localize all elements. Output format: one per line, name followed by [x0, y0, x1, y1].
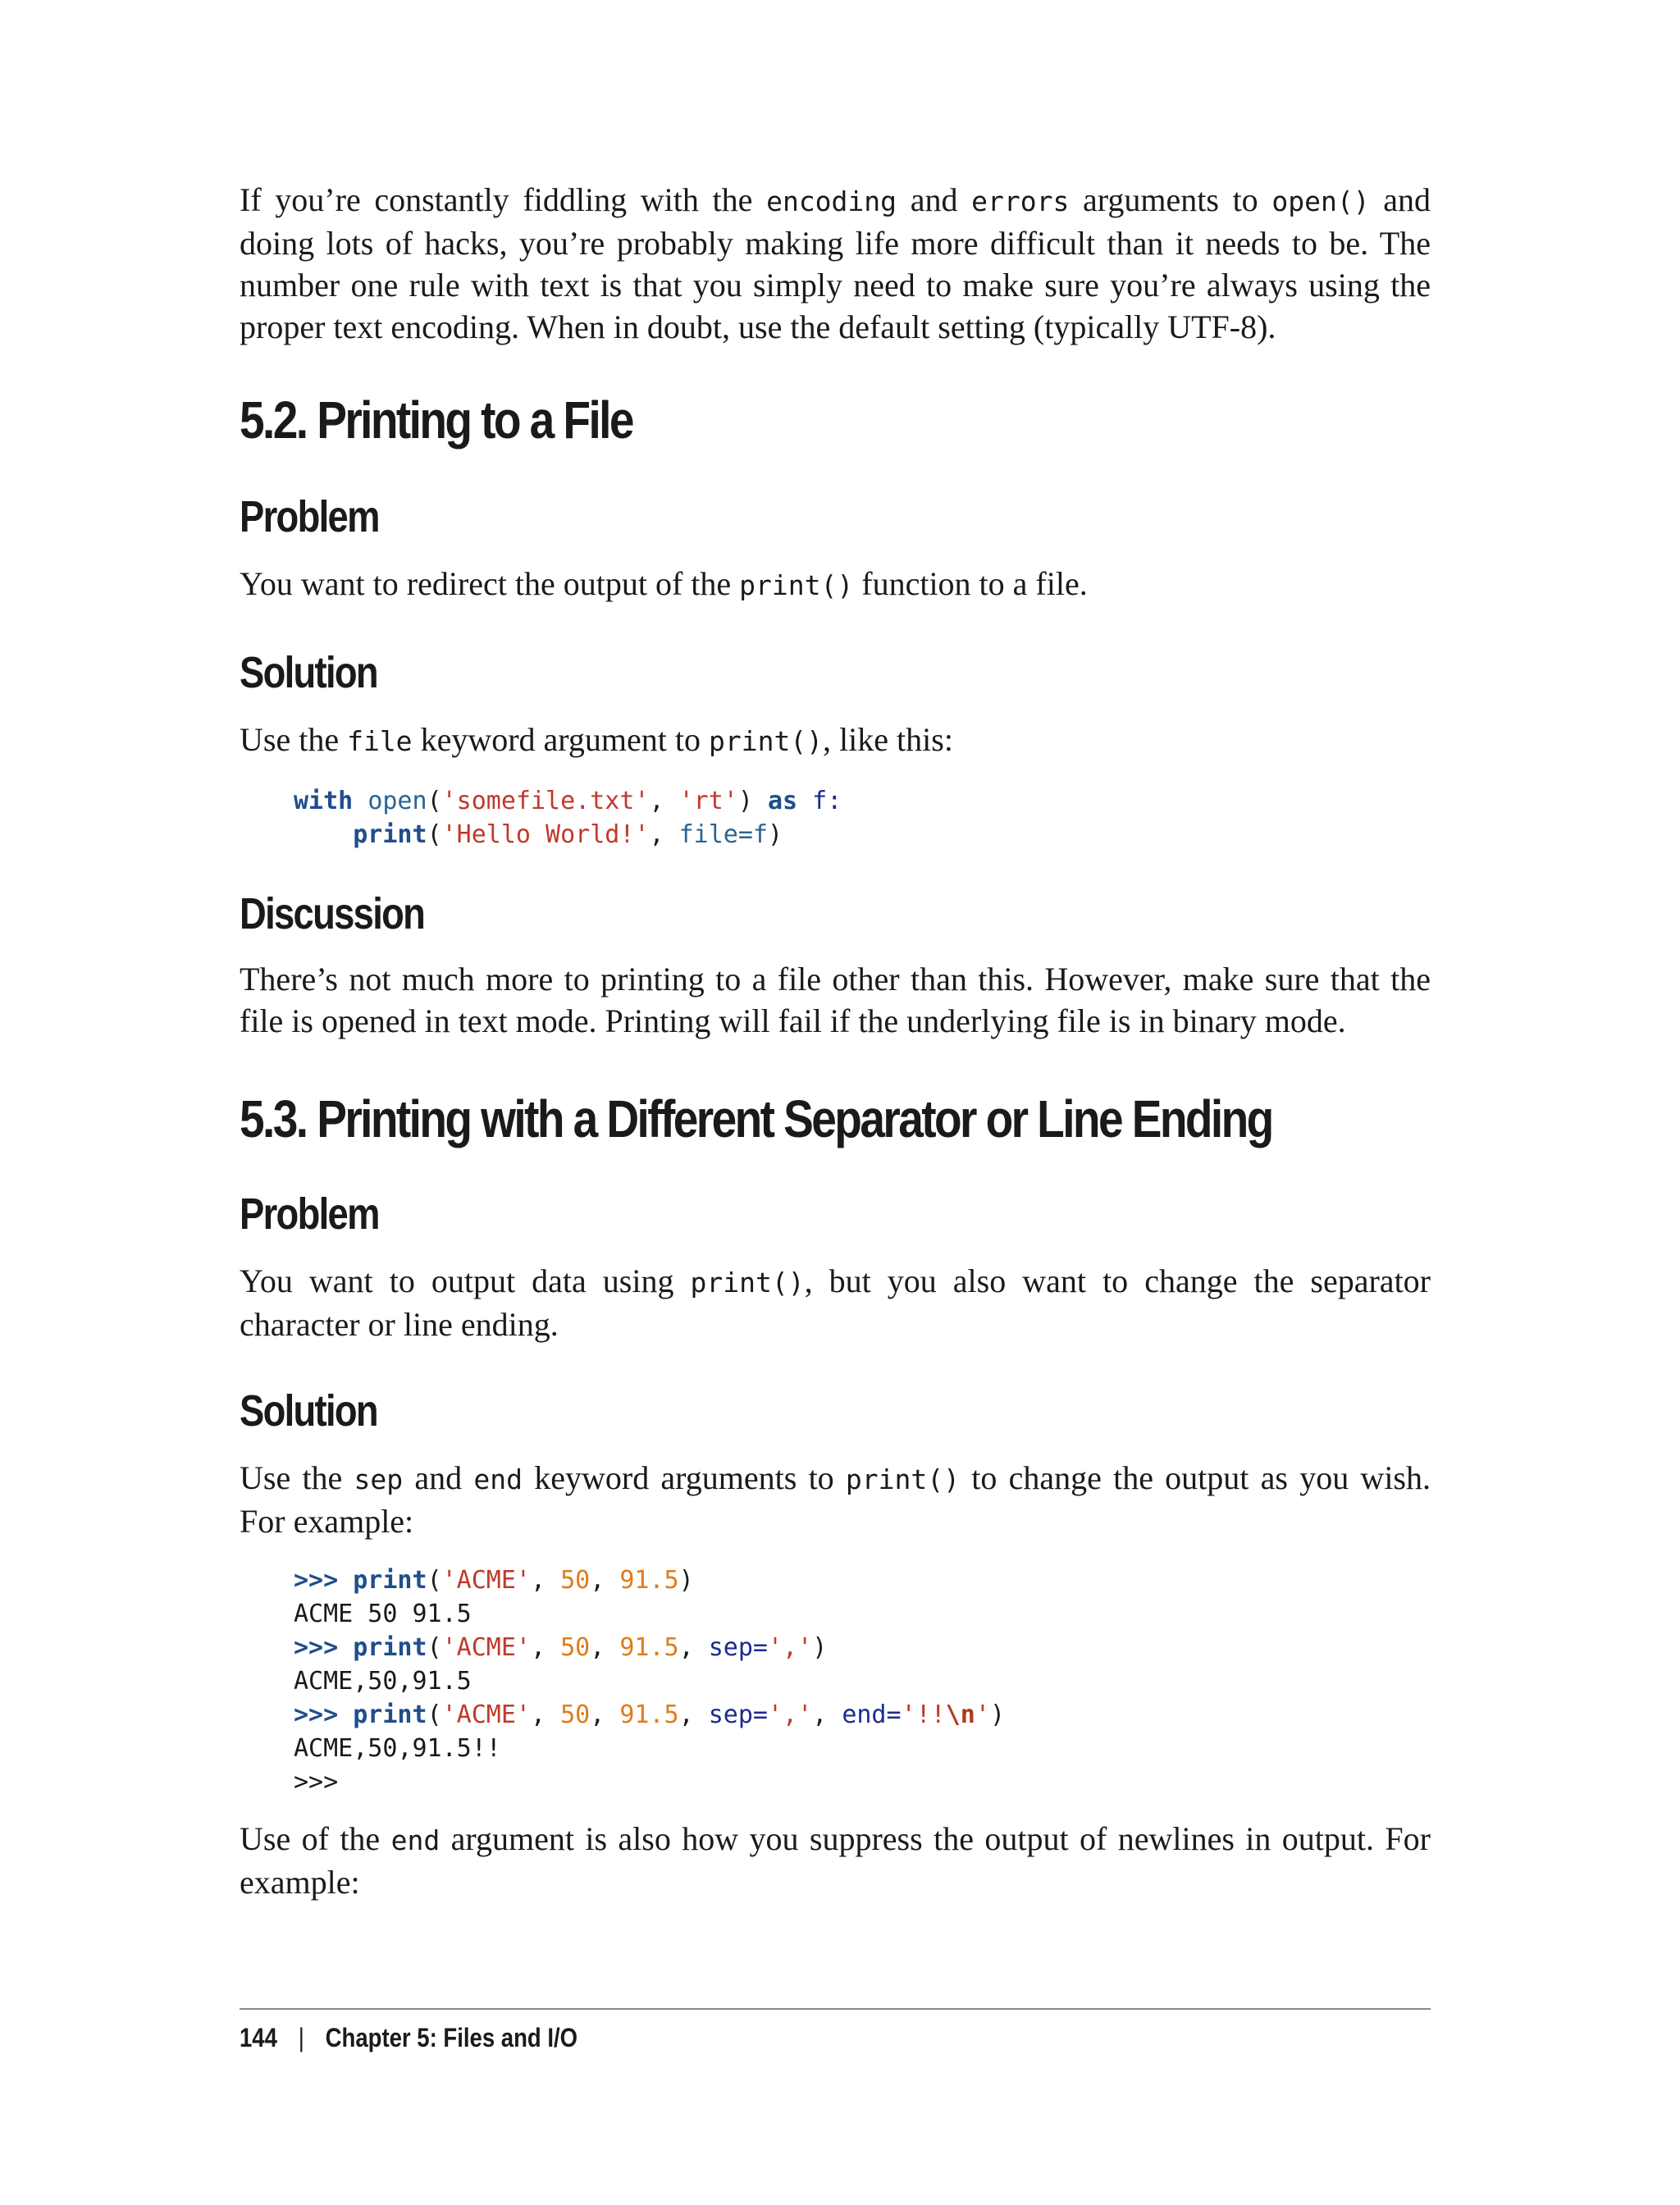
inline-code-print: print(): [739, 569, 854, 601]
inline-code-print: print(): [690, 1267, 805, 1299]
page-footer: [240, 2020, 578, 2056]
code-token: '!!: [901, 1701, 946, 1729]
code-token: 'ACME': [441, 1566, 531, 1595]
solution-paragraph: [240, 719, 1431, 762]
code-token: print: [353, 820, 427, 849]
problem-text: You want to output data using: [240, 1262, 691, 1299]
code-token: open: [368, 787, 427, 815]
solution-text: keyword argument to: [412, 721, 709, 758]
solution-paragraph: [240, 1457, 1431, 1542]
solution-text: Use the: [240, 721, 348, 758]
body-text: Use of the: [240, 1820, 391, 1857]
code-token: 'Hello World!': [441, 820, 650, 849]
code-token: print: [353, 1566, 427, 1595]
code-token: \n: [945, 1701, 975, 1729]
inline-code-end: end: [473, 1463, 523, 1495]
code-token: as: [768, 787, 798, 815]
footer-divider: [240, 2008, 1431, 2010]
code-token: ,: [531, 1566, 561, 1595]
document-page: [240, 0, 1431, 2205]
inline-code-errors: errors: [971, 185, 1070, 217]
code-block-print-to-file: [294, 784, 842, 851]
code-token: ',': [768, 1701, 813, 1729]
code-token: (: [427, 1633, 442, 1662]
section-title-5-2: 5.2. Printing to a File: [240, 390, 632, 450]
discussion-heading: Discussion: [240, 889, 425, 938]
code-token: ',': [768, 1633, 813, 1662]
discussion-paragraph: There’s not much more to printing to a file other than this. However, make sure that the file is opened in text mode. Printing will fail if the underlying file is in binary mode.: [240, 961, 1431, 1039]
code-token: ,: [678, 1701, 709, 1729]
code-token: ,: [590, 1633, 620, 1662]
code-token: ,: [590, 1701, 620, 1729]
inline-code-open: open(): [1271, 185, 1370, 217]
code-token: end=: [842, 1701, 902, 1729]
chapter-title: Chapter 5: Files and I/O: [325, 2023, 578, 2052]
body-text: argument is also how you suppress the output of newlines in output. For example:: [240, 1820, 1431, 1901]
code-token: [294, 820, 353, 849]
code-token: (: [427, 1701, 442, 1729]
code-token: ': [975, 1701, 990, 1729]
code-token: >>>: [294, 1701, 339, 1729]
code-token: 50: [560, 1633, 591, 1662]
code-token: >>>: [294, 1633, 339, 1662]
solution-heading: Solution: [240, 648, 377, 697]
intro-text: arguments to: [1069, 181, 1272, 218]
solution-text: , like this:: [823, 721, 953, 758]
code-token: ,: [812, 1701, 842, 1729]
code-token: sep=: [708, 1633, 768, 1662]
code-token: print: [353, 1701, 427, 1729]
footer-separator: |: [298, 2023, 304, 2052]
intro-paragraph: [240, 179, 1431, 348]
intro-text: If you’re constantly fiddling with the: [240, 181, 767, 218]
code-token: ): [812, 1633, 828, 1662]
after-code-paragraph: [240, 1818, 1431, 1903]
code-token: print: [353, 1633, 427, 1662]
code-token: 50: [560, 1566, 591, 1595]
code-output: ACME,50,91.5!!: [294, 1734, 501, 1763]
code-token: with: [294, 787, 354, 815]
code-token: ,: [649, 787, 679, 815]
code-token: ): [989, 1701, 1005, 1729]
solution-text: Use the: [240, 1459, 354, 1496]
code-output: ACME,50,91.5: [294, 1667, 472, 1696]
code-token: ): [737, 787, 768, 815]
inline-code-print: print(): [845, 1463, 960, 1495]
solution-heading: Solution: [240, 1386, 377, 1436]
problem-text: function to a file.: [853, 565, 1088, 602]
code-token: 91.5: [619, 1701, 679, 1729]
inline-code-print: print(): [708, 725, 824, 757]
inline-code-encoding: encoding: [766, 185, 897, 217]
code-token: ,: [649, 820, 679, 849]
code-token: 91.5: [619, 1633, 679, 1662]
problem-text: , but you also want to change the separator character or line ending.: [240, 1262, 1431, 1343]
code-token: ,: [531, 1701, 561, 1729]
code-token: f:: [797, 787, 842, 815]
code-token: ,: [678, 1633, 709, 1662]
inline-code-sep: sep: [354, 1463, 404, 1495]
inline-code-end: end: [390, 1824, 441, 1856]
problem-heading: Problem: [240, 1189, 379, 1239]
code-token: sep=: [708, 1701, 768, 1729]
code-token: 91.5: [619, 1566, 679, 1595]
problem-paragraph: [240, 563, 1431, 606]
code-token: ): [768, 820, 783, 849]
problem-heading: Problem: [240, 492, 379, 541]
code-token: (: [427, 1566, 442, 1595]
problem-paragraph: [240, 1260, 1431, 1345]
intro-text: and: [897, 181, 972, 218]
section-title-5-3: 5.3. Printing with a Different Separator or Line Ending: [240, 1089, 1272, 1148]
solution-text: to change the output as you wish. For example:: [240, 1459, 1431, 1540]
code-token: 'ACME': [441, 1701, 531, 1729]
code-token: >>>: [294, 1768, 339, 1796]
solution-text: and: [403, 1459, 474, 1496]
code-token: ,: [590, 1566, 620, 1595]
code-token: ): [678, 1566, 694, 1595]
solution-text: keyword arguments to: [523, 1459, 846, 1496]
page-number: 144: [240, 2023, 277, 2052]
code-token: >>>: [294, 1566, 339, 1595]
inline-code-file: file: [347, 725, 413, 757]
code-token: 'rt': [678, 787, 738, 815]
code-token: 'somefile.txt': [441, 787, 650, 815]
code-token: ,: [531, 1633, 561, 1662]
code-output: ACME 50 91.5: [294, 1600, 472, 1628]
code-token: 'ACME': [441, 1633, 531, 1662]
code-token: (: [427, 787, 442, 815]
code-token: file=f: [678, 820, 768, 849]
code-token: 50: [560, 1701, 591, 1729]
code-token: (: [427, 820, 442, 849]
code-block-sep-end: [294, 1564, 1005, 1799]
problem-text: You want to redirect the output of the: [240, 565, 740, 602]
intro-text: and doing lots of hacks, you’re probably making life more difficult than it needs to be. The number one rule with text is that you simply need to make sure you’re always using the proper text encoding. When in doubt, use the default setting (typically UTF-8).: [240, 181, 1431, 345]
